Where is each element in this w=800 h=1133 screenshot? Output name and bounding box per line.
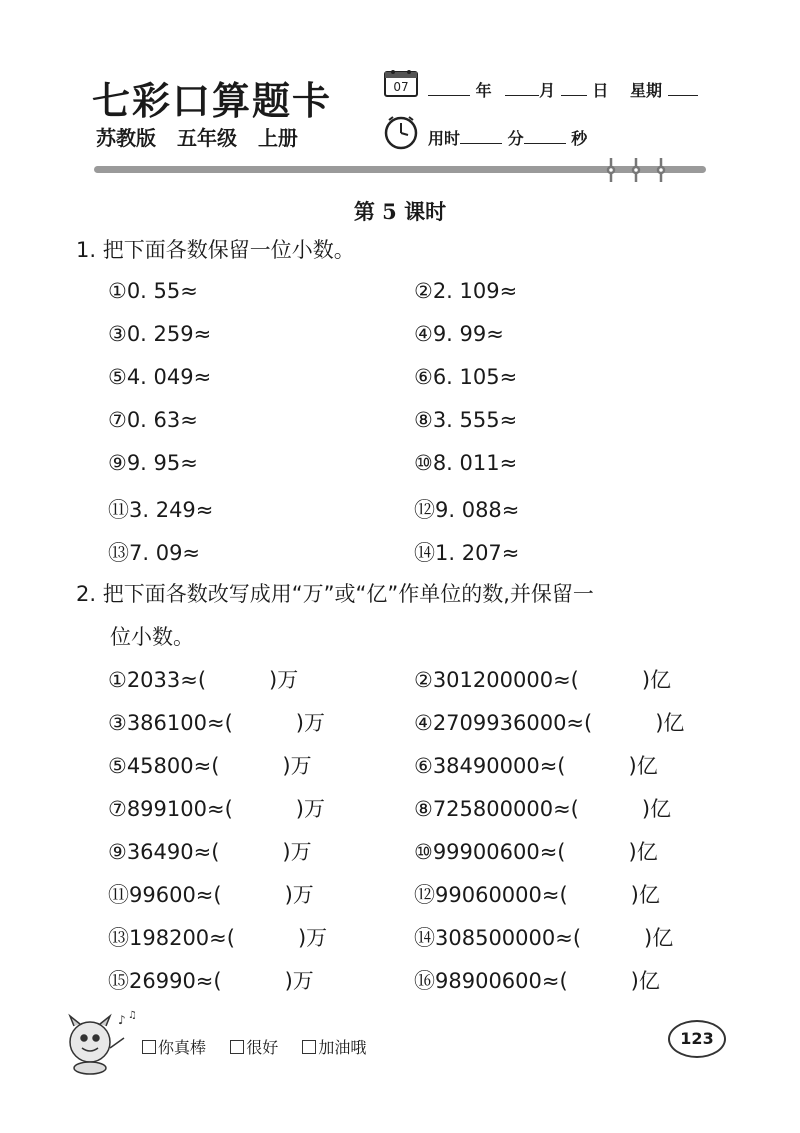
q1-item: ⑨9. 95≈	[108, 451, 198, 475]
day-label: 日	[592, 81, 609, 100]
q2-item: ⑪99600≈( )万	[108, 883, 314, 907]
q1-item: ⑩8. 011≈	[414, 451, 518, 475]
rating-checkbox[interactable]	[230, 1040, 244, 1054]
week-label: 星期	[629, 81, 662, 100]
rating-label: 你真棒	[158, 1038, 207, 1057]
q1-item: ⑪3. 249≈	[108, 498, 214, 522]
month-label: 月	[539, 81, 556, 100]
q2-item: ⑦899100≈( )万	[108, 797, 325, 821]
q1-item: ⑬7. 09≈	[108, 541, 201, 565]
q1-item: ①0. 55≈	[108, 279, 198, 303]
svg-text:♫: ♫	[128, 1010, 137, 1021]
binder-rings-icon	[603, 156, 673, 184]
rating-checkbox[interactable]	[142, 1040, 156, 1054]
q1-item: ⑭1. 207≈	[414, 541, 520, 565]
rating-checkbox[interactable]	[302, 1040, 316, 1054]
q1-item: ④9. 99≈	[414, 322, 504, 346]
q2-item: ②301200000≈( )亿	[414, 668, 672, 692]
self-rating	[142, 1035, 366, 1058]
lesson-title: 第 5 课时	[353, 199, 447, 224]
calendar-icon	[383, 68, 419, 98]
logo-title: 七彩口算题卡	[92, 78, 333, 123]
q2-item: ⑯98900600≈( )亿	[414, 969, 660, 993]
q2-title-line2: 位小数。	[110, 625, 194, 649]
q1-item: ⑫9. 088≈	[414, 498, 520, 522]
q2-item: ⑨36490≈( )万	[108, 840, 312, 864]
q2-item: ⑥38490000≈( )亿	[414, 754, 658, 778]
rating-label: 加油哦	[318, 1038, 367, 1057]
q1-item: ⑧3. 555≈	[414, 408, 518, 432]
time-fill-line	[428, 126, 587, 149]
rating-label: 很好	[246, 1038, 279, 1057]
q2-title-line1: 2. 把下面各数改写成用“万”或“亿”作单位的数,并保留一	[76, 582, 594, 606]
q2-item: ⑮26990≈( )万	[108, 969, 314, 993]
q1-item: ⑥6. 105≈	[414, 365, 518, 389]
q2-item: ⑧725800000≈( )亿	[414, 797, 672, 821]
date-fill-line	[428, 78, 698, 101]
q1-item: ⑦0. 63≈	[108, 408, 198, 432]
edition-volume: 上册	[257, 126, 298, 150]
calendar-icon-text: 07	[393, 80, 409, 94]
svg-text:♪: ♪	[118, 1013, 126, 1027]
q2-item: ⑭308500000≈( )亿	[414, 926, 674, 950]
minute-label: 分	[507, 129, 524, 148]
q1-title: 1. 把下面各数保留一位小数。	[76, 238, 355, 262]
edition-grade: 五年级	[176, 126, 237, 150]
q2-item: ①2033≈( )万	[108, 668, 299, 692]
q2-item: ④2709936000≈( )亿	[414, 711, 685, 735]
q1-item: ②2. 109≈	[414, 279, 518, 303]
q2-item: ⑩99900600≈( )亿	[414, 840, 658, 864]
q1-item: ③0. 259≈	[108, 322, 212, 346]
q2-item: ⑫99060000≈( )亿	[414, 883, 660, 907]
time-used-label: 用时	[428, 129, 461, 148]
q2-item: ⑬198200≈( )万	[108, 926, 328, 950]
clock-icon	[383, 114, 419, 150]
edition-info	[96, 122, 312, 151]
q2-item: ③386100≈( )万	[108, 711, 325, 735]
q2-item: ⑤45800≈( )万	[108, 754, 312, 778]
edition-publisher: 苏教版	[96, 126, 156, 150]
year-label: 年	[475, 81, 492, 100]
mascot-illustration-icon	[60, 1008, 138, 1076]
q1-item: ⑤4. 049≈	[108, 365, 212, 389]
second-label: 秒	[571, 129, 588, 148]
page-number: 123	[668, 1020, 726, 1058]
